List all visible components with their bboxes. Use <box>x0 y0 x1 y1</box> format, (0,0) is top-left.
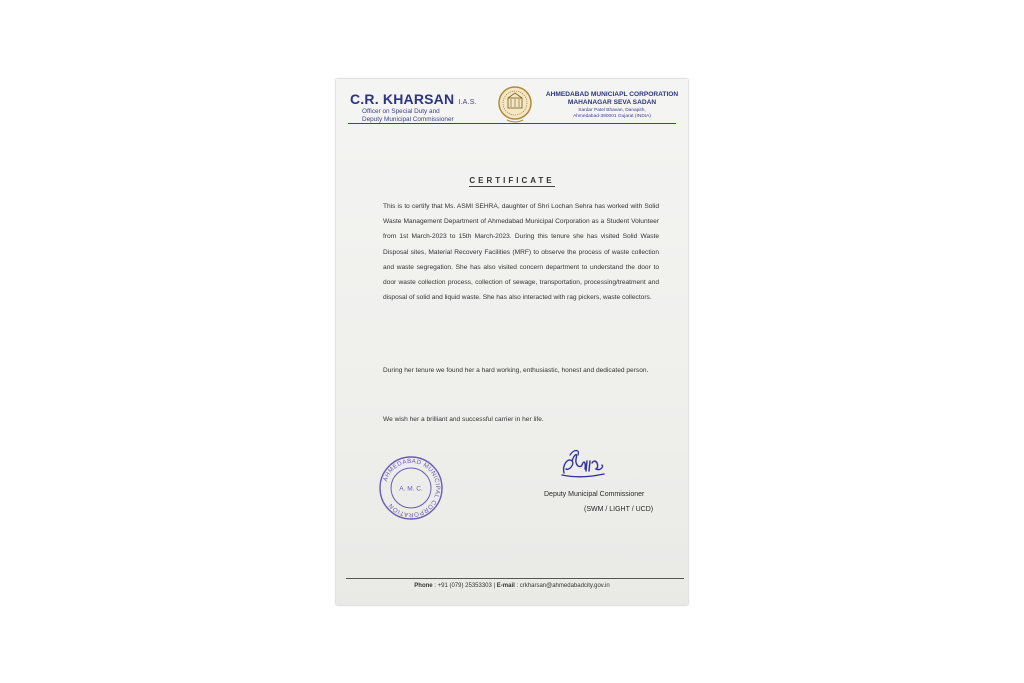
footer-separator: | <box>493 583 496 589</box>
certificate-paragraph-2: During her tenure we found her a hard working, enthusiastic, honest and dedicated person. <box>383 367 649 374</box>
letterhead-officer <box>350 91 490 123</box>
officer-name <box>350 91 490 107</box>
certificate-title-text: CERTIFICATE <box>469 176 555 185</box>
certificate-paragraph-1: This is to certify that Ms. ASMI SEHRA, daughter of Shri Lochan Sehra has worked with Solid Waste Management Department of Ahmedabad Municipal Corporation as a Student Volunteer from 1st March-2023 to 15th March-2023. During this tenure she has visited Solid Waste Disposal sites, Material Recovery Facilities (MRF) to observe the process of waste collection and waste segregation. She has also visited concern department to understand the door to door waste collection process, collection of sewage, transportation, processing/treatment and disposal of solid and liquid waste. She has also interacted with rag pickers, waste collectors. <box>383 203 659 302</box>
email-value: : crkharsan@ahmedabadcity.gov.in <box>516 583 610 589</box>
address-line-1: Sardar Patel Bhavan, Danapith, <box>578 108 646 113</box>
amc-seal-stamp <box>378 455 444 521</box>
officer-designation <box>362 108 490 123</box>
seal-center-text: A. M. C. <box>399 485 423 493</box>
phone-value: : +91 (079) 25353303 <box>434 583 492 589</box>
org-address <box>539 108 685 120</box>
amc-emblem-icon <box>497 85 533 125</box>
phone-label: Phone <box>414 583 433 589</box>
signatory-title: Deputy Municipal Commissioner <box>544 491 645 498</box>
org-name: AHMEDABAD MUNICIAPL CORPORATION <box>545 91 679 98</box>
designation-line-1: Officer on Special Duty and <box>362 108 440 115</box>
designation-line-2: Deputy Municipal Commissioner <box>362 115 454 123</box>
officer-name-text: C.R. KHARSAN <box>350 91 455 107</box>
signatory-block <box>544 487 674 517</box>
signatory-department: (SWM / LIGHT / UCD) <box>584 506 654 513</box>
seal-ring-text: AHMEDABAD MUNICIPAL CORPORATION <box>381 457 442 519</box>
footer-divider <box>346 578 684 579</box>
letterhead-divider <box>348 123 676 124</box>
email-label: E-mail <box>496 583 515 589</box>
officer-suffix: I.A.S. <box>458 99 477 106</box>
handwritten-signature <box>556 447 626 481</box>
certificate-paragraph-3: We wish her a brilliant and successful carrier in her life. <box>383 416 544 423</box>
footer-contact <box>336 583 688 589</box>
letterhead-organization <box>539 91 685 120</box>
certificate-title <box>336 176 688 185</box>
certificate-document <box>336 79 688 605</box>
org-subname: MAHANAGAR SEVA SADAN <box>567 99 657 106</box>
address-line-2: Ahmedabad-380001 Gujarat (INDIA) <box>573 114 651 119</box>
